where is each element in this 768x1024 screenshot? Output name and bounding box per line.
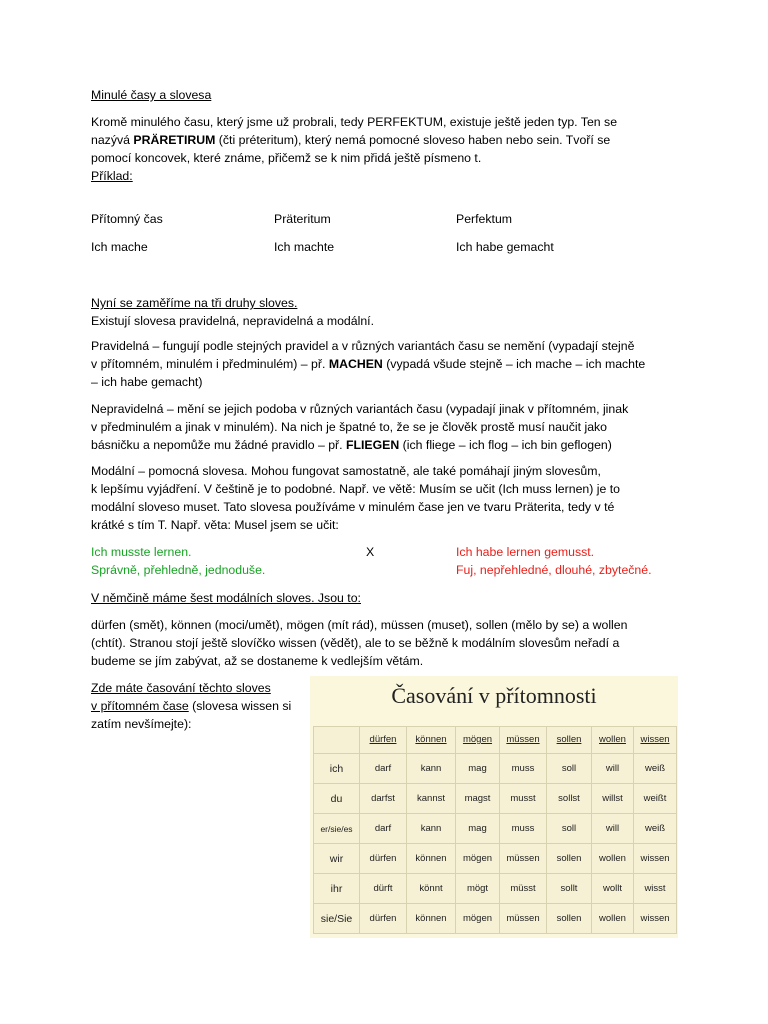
conj-header-cell: sollen [547, 727, 592, 754]
intro-line-3: pomocí koncovek, které známe, přičemž se k nim přidá ještě písmeno t. [91, 151, 482, 165]
intro-paragraph [91, 113, 679, 185]
example-label: Příklad: [91, 169, 133, 183]
conj-pronoun-cell: sie/Sie [314, 904, 360, 934]
intro-line-2: nazývá PRÄRETIRUM (čti préteritum), který nemá pomocné sloveso haben nebo sein. Tvoří se [91, 133, 611, 147]
conj-form-cell: mögt [456, 874, 500, 904]
conj-form-cell: will [592, 814, 634, 844]
conj-row [314, 904, 677, 934]
machen-term: MACHEN [328, 357, 383, 371]
fliegen-term: FLIEGEN [345, 438, 400, 452]
page-title: Minulé časy a slovesa [91, 88, 212, 102]
conj-form-cell: müsst [500, 874, 547, 904]
regular-line-2: v přítomném, minulém i předminulém) – př. MACHEN (vypadá všude stejně – ich mache – ich machte [91, 357, 646, 371]
six-modals-heading: V němčině máme šest modálních sloves. Jsou to: [91, 591, 361, 605]
irregular-paragraph [91, 400, 679, 454]
conj-form-cell: mögen [456, 904, 500, 934]
conj-form-cell: können [407, 844, 456, 874]
regular-paragraph [91, 337, 679, 391]
six-modals-line-1: dürfen (smět), können (moci/umět), mögen (mít rád), müssen (muset), sollen (mělo by se) a wollen [91, 618, 628, 632]
conj-form-cell: weiß [634, 754, 677, 784]
conj-header-row [314, 727, 677, 754]
conjugation-table [313, 726, 677, 934]
correct-comment: Správně, přehledně, jednoduše. [91, 563, 266, 577]
conj-form-cell: darf [360, 814, 407, 844]
conj-form-cell: mag [456, 814, 500, 844]
conj-pronoun-cell: ich [314, 754, 360, 784]
conj-form-cell: darfst [360, 784, 407, 814]
irregular-line-2: v předminulém a jinak v minulém). Na nich je špatné to, že se je člověk prostě musí naučit jako [91, 420, 608, 434]
conj-form-cell: sollen [547, 844, 592, 874]
conj-form-cell: sollst [547, 784, 592, 814]
praeteritum-term: PRÄRETIRUM [133, 133, 216, 147]
irregular-line-1: Nepravidelná – mění se jejich podoba v různých variantách času (vypadají jinak v přítomném, jinak [91, 402, 629, 416]
conj-form-cell: wollen [592, 904, 634, 934]
conj-form-cell: dürfen [360, 844, 407, 874]
conj-form-cell: wollt [592, 874, 634, 904]
wrong-example: Ich habe lernen gemusst. [456, 545, 595, 559]
conjugation-table-image [310, 676, 678, 938]
conj-form-cell: sollen [547, 904, 592, 934]
versus-mark: X [366, 545, 375, 559]
regular-line-1: Pravidelná – fungují podle stejných pravidel a v různých variantách času se nemění (vypadají stejně [91, 339, 635, 353]
conj-form-cell: könnt [407, 874, 456, 904]
conj-header-cell: müssen [500, 727, 547, 754]
conj-form-cell: dürft [360, 874, 407, 904]
conj-form-cell: mögen [456, 844, 500, 874]
conj-form-cell: weiß [634, 814, 677, 844]
conj-form-cell: dürfen [360, 904, 407, 934]
conj-pronoun-cell: ihr [314, 874, 360, 904]
conj-form-cell: wissen [634, 844, 677, 874]
conj-row [314, 754, 677, 784]
six-modals-paragraph [91, 616, 679, 670]
correct-example: Ich musste lernen. [91, 545, 192, 559]
modal-line-1: Modální – pomocná slovesa. Mohou fungovat samostatně, ale také pomáhají jiným slovesům, [91, 464, 601, 478]
conj-form-cell: kann [407, 814, 456, 844]
conj-header-cell: wollen [592, 727, 634, 754]
conj-form-cell: muss [500, 814, 547, 844]
conj-form-cell: weißt [634, 784, 677, 814]
six-modals-line-3: budeme se jím zabývat, až se dostaneme k vedlejším větám. [91, 654, 424, 668]
conj-corner-cell [314, 727, 360, 754]
conj-note-line-1: Zde máte časování těchto sloves [91, 681, 271, 695]
conj-form-cell: sollt [547, 874, 592, 904]
conj-form-cell: müssen [500, 904, 547, 934]
conj-row [314, 814, 677, 844]
regular-line-3: – ich habe gemacht) [91, 375, 203, 389]
conj-form-cell: wollen [592, 844, 634, 874]
tense-cell-perfektum: Ich habe gemacht [456, 240, 554, 254]
conj-form-cell: kann [407, 754, 456, 784]
intro-line-1: Kromě minulého času, který jsme už probrali, tedy PERFEKTUM, existuje ještě jeden typ. Ten se [91, 115, 618, 129]
irregular-line-3: básničku a nepomůže mu žádné pravidlo – př. FLIEGEN (ich fliege – ich flog – ich bin geflogen) [91, 438, 612, 452]
tense-header-perfektum: Perfektum [456, 212, 513, 226]
conjugation-table-title: Časování v přítomnosti [391, 683, 597, 708]
tense-header-present: Přítomný čas [91, 212, 163, 226]
conj-form-cell: wisst [634, 874, 677, 904]
conj-form-cell: mag [456, 754, 500, 784]
conj-pronoun-cell: du [314, 784, 360, 814]
conj-form-cell: willst [592, 784, 634, 814]
conj-pronoun-cell: wir [314, 844, 360, 874]
conj-form-cell: kannst [407, 784, 456, 814]
conj-note-line-3: zatím nevšímejte): [91, 717, 192, 731]
conjugation-note [91, 679, 306, 733]
modal-line-3: modální sloveso muset. Tato slovesa používáme v minulém čase jen ve tvaru Präterita, tedy v té [91, 500, 615, 514]
conj-header-cell: können [407, 727, 456, 754]
conj-form-cell: musst [500, 784, 547, 814]
tense-header-praeteritum: Präteritum [274, 212, 331, 226]
conj-form-cell: magst [456, 784, 500, 814]
focus-section [91, 294, 679, 330]
modal-line-4: krátké s tím T. Např. věta: Musel jsem se učit: [91, 518, 339, 532]
conj-header-cell: mögen [456, 727, 500, 754]
conj-form-cell: können [407, 904, 456, 934]
focus-heading: Nyní se zaměříme na tři druhy sloves. [91, 296, 298, 310]
conj-form-cell: will [592, 754, 634, 784]
conj-note-line-2: v přítomném čase (slovesa wissen si [91, 699, 292, 713]
conj-form-cell: wissen [634, 904, 677, 934]
conj-row [314, 844, 677, 874]
conj-form-cell: müssen [500, 844, 547, 874]
conj-row [314, 874, 677, 904]
conj-pronoun-cell: er/sie/es [314, 814, 360, 844]
wrong-comment: Fuj, nepřehledné, dlouhé, zbytečné. [456, 563, 652, 577]
conj-form-cell: soll [547, 814, 592, 844]
conj-form-cell: darf [360, 754, 407, 784]
tense-cell-present: Ich mache [91, 240, 148, 254]
modal-paragraph [91, 462, 679, 534]
tense-cell-praeteritum: Ich machte [274, 240, 335, 254]
modal-line-2: k lepšímu vyjádření. V češtině je to podobné. Např. ve větě: Musím se učit (Ich muss lernen) je to [91, 482, 621, 496]
conj-row [314, 784, 677, 814]
conj-header-cell: wissen [634, 727, 677, 754]
focus-line: Existují slovesa pravidelná, nepravidelná a modální. [91, 314, 374, 328]
conj-form-cell: muss [500, 754, 547, 784]
conj-header-cell: dürfen [360, 727, 407, 754]
six-modals-line-2: (chtít). Stranou stojí ještě slovíčko wissen (vědět), ale to se běžně k modálním slovesům neřadí a [91, 636, 620, 650]
conj-form-cell: soll [547, 754, 592, 784]
